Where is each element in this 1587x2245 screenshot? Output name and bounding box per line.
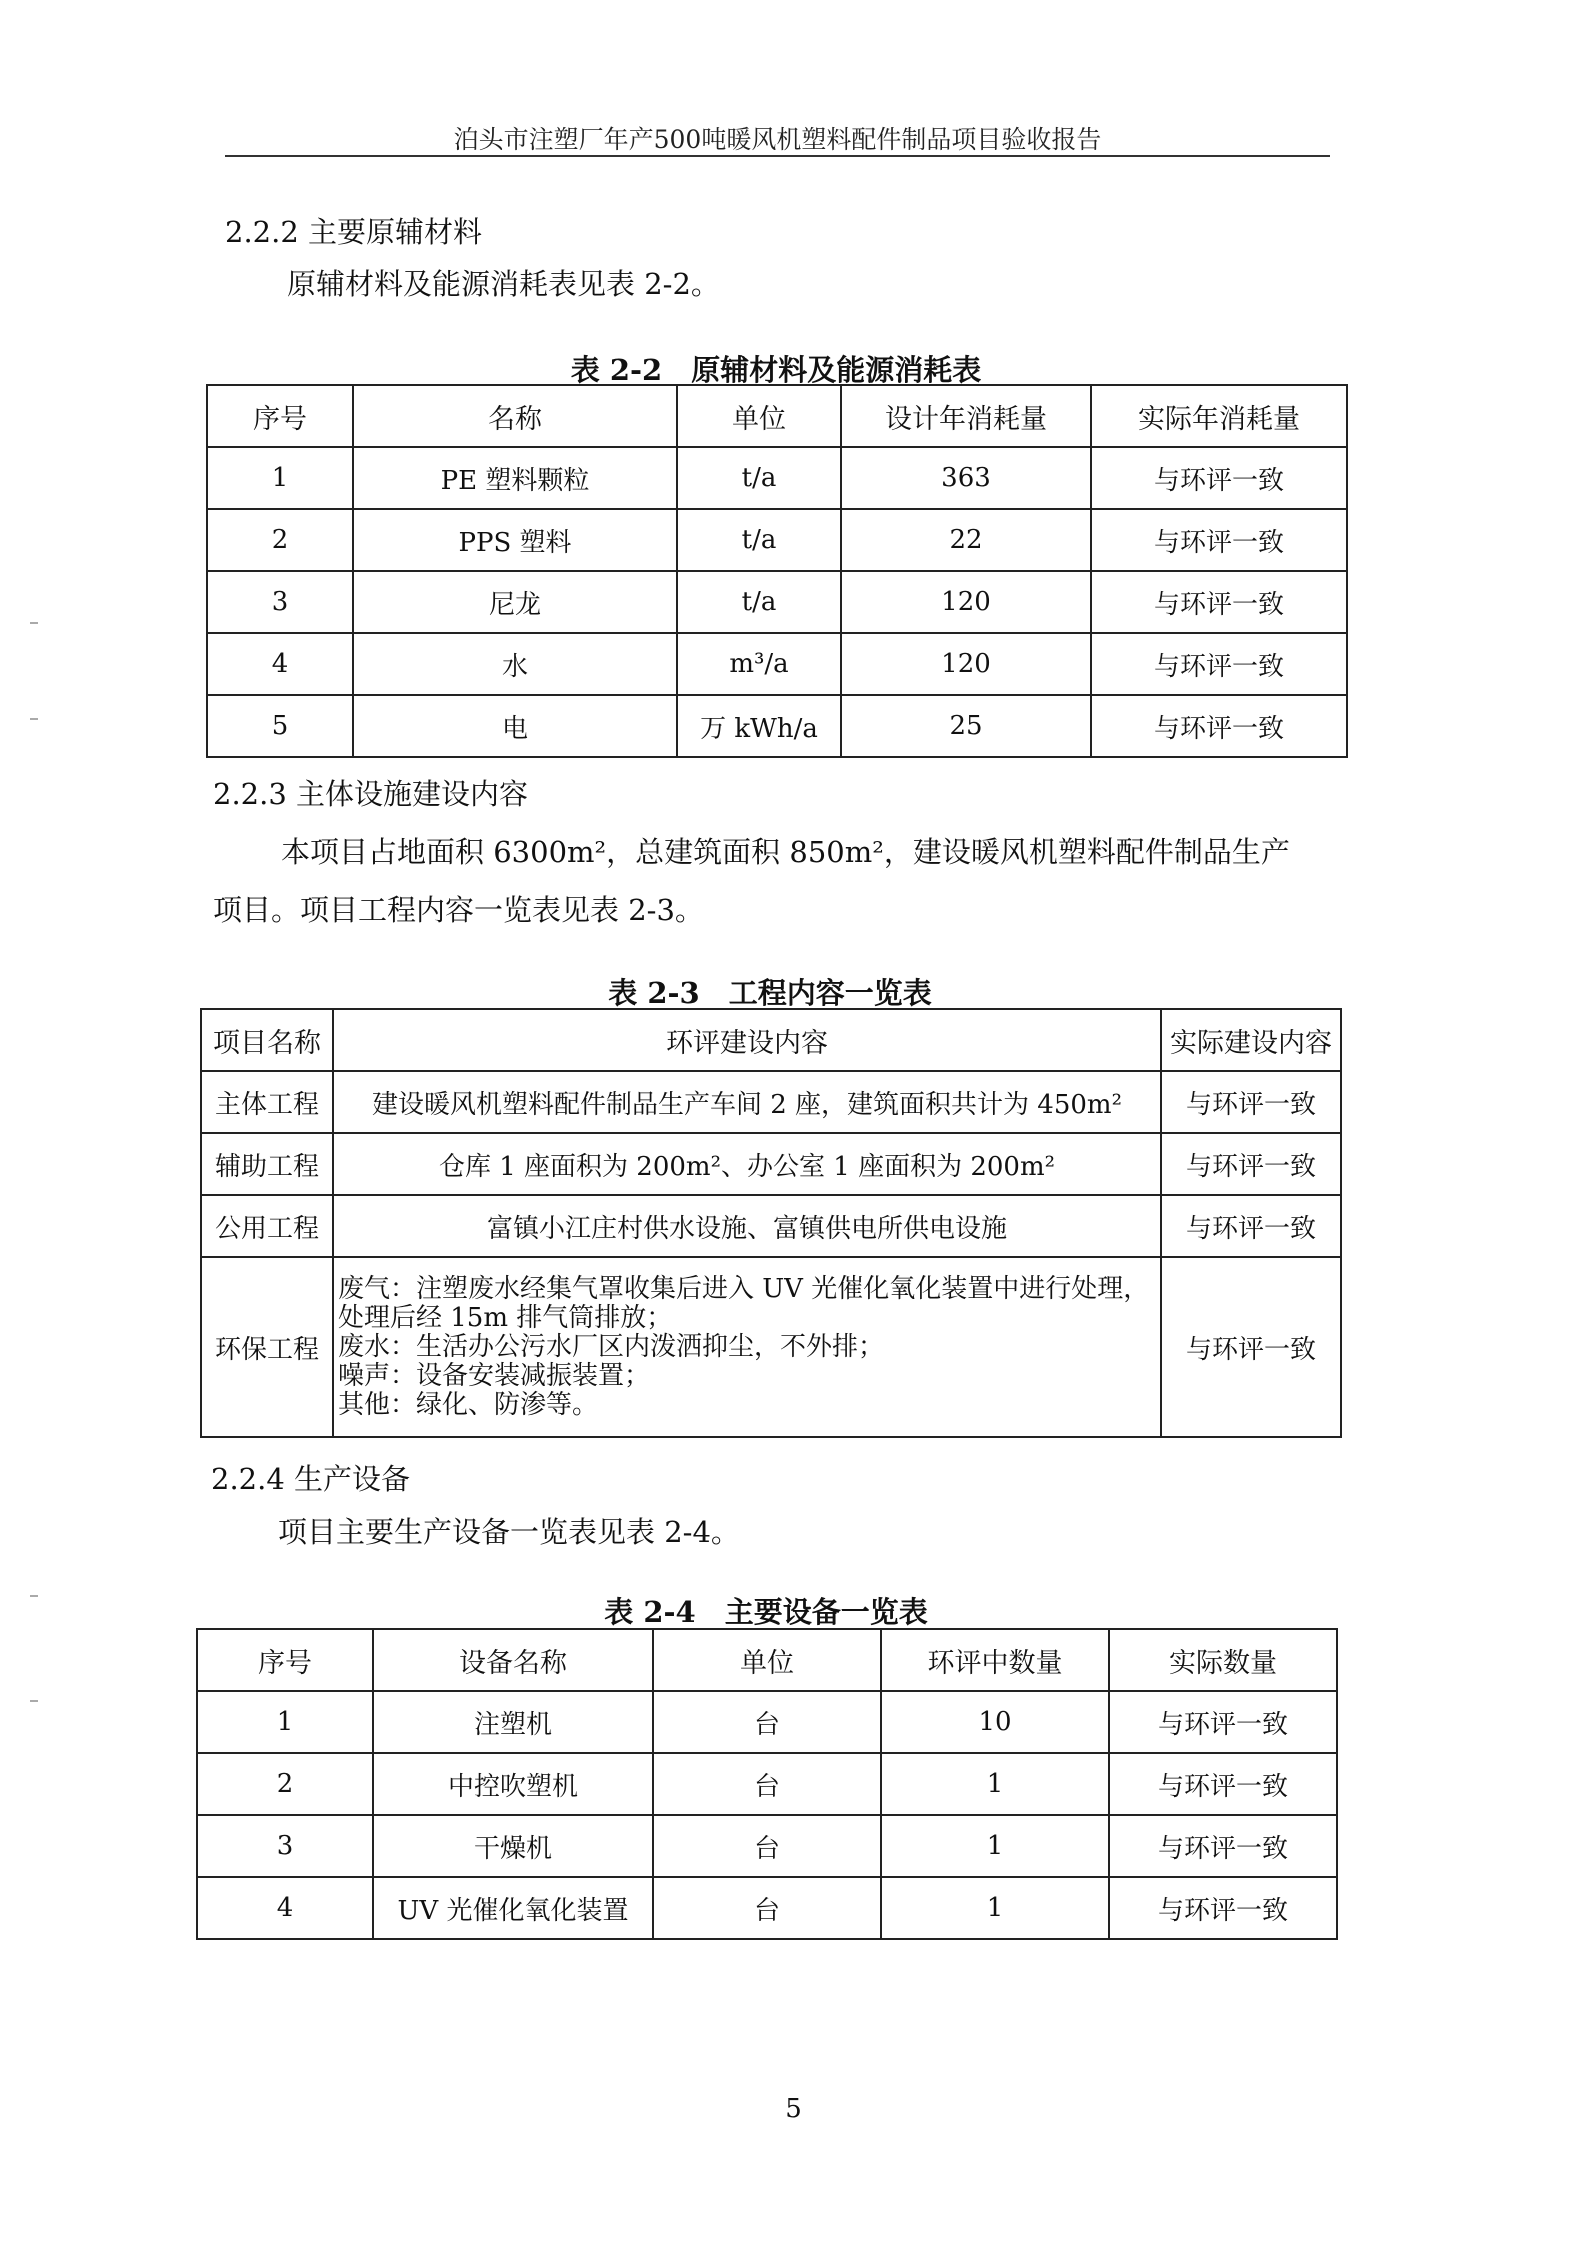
table-cell: 与环评一致 bbox=[1091, 633, 1347, 695]
table-cell: 1 bbox=[197, 1691, 373, 1753]
table-cell: 环保工程 bbox=[201, 1257, 333, 1437]
table-cell: 1 bbox=[881, 1877, 1109, 1939]
table-cell: 1 bbox=[881, 1753, 1109, 1815]
table-cell: 尼龙 bbox=[353, 571, 677, 633]
table-cell: t/a bbox=[677, 509, 841, 571]
table-cell: 与环评一致 bbox=[1109, 1815, 1337, 1877]
table-cell: 4 bbox=[197, 1877, 373, 1939]
table-cell: 与环评一致 bbox=[1109, 1753, 1337, 1815]
table-cell: 辅助工程 bbox=[201, 1133, 333, 1195]
table-cell: 4 bbox=[207, 633, 353, 695]
scan-artifact bbox=[30, 622, 38, 624]
table-24-col-header: 设备名称 bbox=[373, 1629, 653, 1691]
table-row bbox=[207, 695, 1347, 757]
section-223-para-line2: 项目。项目工程内容一览表见表 2-3。 bbox=[213, 893, 704, 927]
scan-artifact bbox=[30, 718, 38, 720]
table-cell: 台 bbox=[653, 1753, 881, 1815]
table-cell: 2 bbox=[207, 509, 353, 571]
table-row bbox=[201, 1071, 1341, 1133]
table-cell: PPS 塑料 bbox=[353, 509, 677, 571]
table-cell: 与环评一致 bbox=[1091, 695, 1347, 757]
table-22-header-row bbox=[207, 385, 1347, 447]
table-cell: 仓库 1 座面积为 200m²、办公室 1 座面积为 200m² bbox=[333, 1133, 1161, 1195]
table-cell: 5 bbox=[207, 695, 353, 757]
env-measure-line: 其他：绿化、防渗等。 bbox=[338, 1389, 599, 1420]
section-heading-224: 2.2.4 生产设备 bbox=[211, 1462, 411, 1496]
table-cell: 与环评一致 bbox=[1161, 1195, 1341, 1257]
table-row bbox=[197, 1691, 1337, 1753]
table-cell: UV 光催化氧化装置 bbox=[373, 1877, 653, 1939]
table-cell: 3 bbox=[197, 1815, 373, 1877]
table-row bbox=[201, 1195, 1341, 1257]
scan-artifact bbox=[30, 1595, 38, 1597]
table-cell: 水 bbox=[353, 633, 677, 695]
table-cell: m³/a bbox=[677, 633, 841, 695]
table-row bbox=[197, 1877, 1337, 1939]
running-header: 泊头市注塑厂年产500吨暖风机塑料配件制品项目验收报告 bbox=[453, 125, 1102, 154]
table-cell: 台 bbox=[653, 1691, 881, 1753]
table-cell: 与环评一致 bbox=[1091, 509, 1347, 571]
table-22-col-header: 单位 bbox=[677, 385, 841, 447]
table-row bbox=[207, 509, 1347, 571]
table-cell: t/a bbox=[677, 571, 841, 633]
page-number: 5 bbox=[785, 2094, 802, 2124]
table-cell: 台 bbox=[653, 1877, 881, 1939]
table-cell: 与环评一致 bbox=[1109, 1877, 1337, 1939]
table-23-col-header: 环评建设内容 bbox=[333, 1009, 1161, 1071]
table-23-col-header: 实际建设内容 bbox=[1161, 1009, 1341, 1071]
env-measures-cell bbox=[333, 1257, 1161, 1437]
table-row bbox=[207, 633, 1347, 695]
table-cell: 2 bbox=[197, 1753, 373, 1815]
table-cell: 120 bbox=[841, 571, 1091, 633]
env-measure-line: 噪声：设备安装减振装置； bbox=[338, 1360, 651, 1391]
table-23-col-header: 项目名称 bbox=[201, 1009, 333, 1071]
table-22-caption: 表 2-2 原辅材料及能源消耗表 bbox=[570, 353, 982, 387]
table-cell: 台 bbox=[653, 1815, 881, 1877]
table-cell: 1 bbox=[207, 447, 353, 509]
table-row bbox=[201, 1133, 1341, 1195]
table-22-col-header: 设计年消耗量 bbox=[841, 385, 1091, 447]
section-heading-222: 2.2.2 主要原辅材料 bbox=[225, 215, 483, 249]
table-24 bbox=[196, 1628, 1338, 1940]
table-cell: 与环评一致 bbox=[1091, 447, 1347, 509]
table-24-col-header: 序号 bbox=[197, 1629, 373, 1691]
table-23-caption: 表 2-3 工程内容一览表 bbox=[608, 976, 932, 1010]
table-cell: 与环评一致 bbox=[1109, 1691, 1337, 1753]
env-measure-line: 废水：生活办公污水厂区内泼洒抑尘，不外排； bbox=[338, 1331, 885, 1362]
table-cell: 25 bbox=[841, 695, 1091, 757]
section-224-intro: 项目主要生产设备一览表见表 2-4。 bbox=[278, 1515, 740, 1549]
table-row bbox=[197, 1753, 1337, 1815]
env-measure-line: 废气：注塑废水经集气罩收集后进入 UV 光催化氧化装置中进行处理，处理后经 15m 排气筒排放； bbox=[338, 1273, 1150, 1333]
table-cell: 注塑机 bbox=[373, 1691, 653, 1753]
table-23-header-row bbox=[201, 1009, 1341, 1071]
table-cell: 干燥机 bbox=[373, 1815, 653, 1877]
table-cell: 1 bbox=[881, 1815, 1109, 1877]
section-222-intro: 原辅材料及能源消耗表见表 2-2。 bbox=[287, 267, 720, 301]
table-row bbox=[197, 1815, 1337, 1877]
section-heading-223: 2.2.3 主体设施建设内容 bbox=[213, 777, 529, 811]
table-cell: PE 塑料颗粒 bbox=[353, 447, 677, 509]
table-cell: 22 bbox=[841, 509, 1091, 571]
table-row bbox=[207, 447, 1347, 509]
table-22-col-header: 名称 bbox=[353, 385, 677, 447]
table-cell: 公用工程 bbox=[201, 1195, 333, 1257]
table-24-header-row bbox=[197, 1629, 1337, 1691]
table-cell: 与环评一致 bbox=[1161, 1133, 1341, 1195]
table-cell: 10 bbox=[881, 1691, 1109, 1753]
header-rule bbox=[225, 155, 1330, 157]
table-23 bbox=[200, 1008, 1342, 1438]
table-cell: 万 kWh/a bbox=[677, 695, 841, 757]
table-cell: t/a bbox=[677, 447, 841, 509]
table-24-col-header: 实际数量 bbox=[1109, 1629, 1337, 1691]
table-24-col-header: 环评中数量 bbox=[881, 1629, 1109, 1691]
table-cell: 363 bbox=[841, 447, 1091, 509]
table-cell: 与环评一致 bbox=[1161, 1257, 1341, 1437]
table-cell: 3 bbox=[207, 571, 353, 633]
table-cell: 建设暖风机塑料配件制品生产车间 2 座，建筑面积共计为 450m² bbox=[333, 1071, 1161, 1133]
table-22 bbox=[206, 384, 1348, 758]
table-row bbox=[207, 571, 1347, 633]
table-22-col-header: 序号 bbox=[207, 385, 353, 447]
table-cell: 电 bbox=[353, 695, 677, 757]
table-cell: 与环评一致 bbox=[1091, 571, 1347, 633]
scan-artifact bbox=[30, 1700, 38, 1702]
table-22-col-header: 实际年消耗量 bbox=[1091, 385, 1347, 447]
table-cell: 富镇小江庄村供水设施、富镇供电所供电设施 bbox=[333, 1195, 1161, 1257]
section-223-para-line1: 本项目占地面积 6300m²，总建筑面积 850m²，建设暖风机塑料配件制品生产 bbox=[281, 835, 1290, 869]
table-cell: 120 bbox=[841, 633, 1091, 695]
table-row-env bbox=[201, 1257, 1341, 1437]
table-cell: 中控吹塑机 bbox=[373, 1753, 653, 1815]
table-cell: 与环评一致 bbox=[1161, 1071, 1341, 1133]
table-24-caption: 表 2-4 主要设备一览表 bbox=[604, 1595, 928, 1629]
table-cell: 主体工程 bbox=[201, 1071, 333, 1133]
table-24-col-header: 单位 bbox=[653, 1629, 881, 1691]
